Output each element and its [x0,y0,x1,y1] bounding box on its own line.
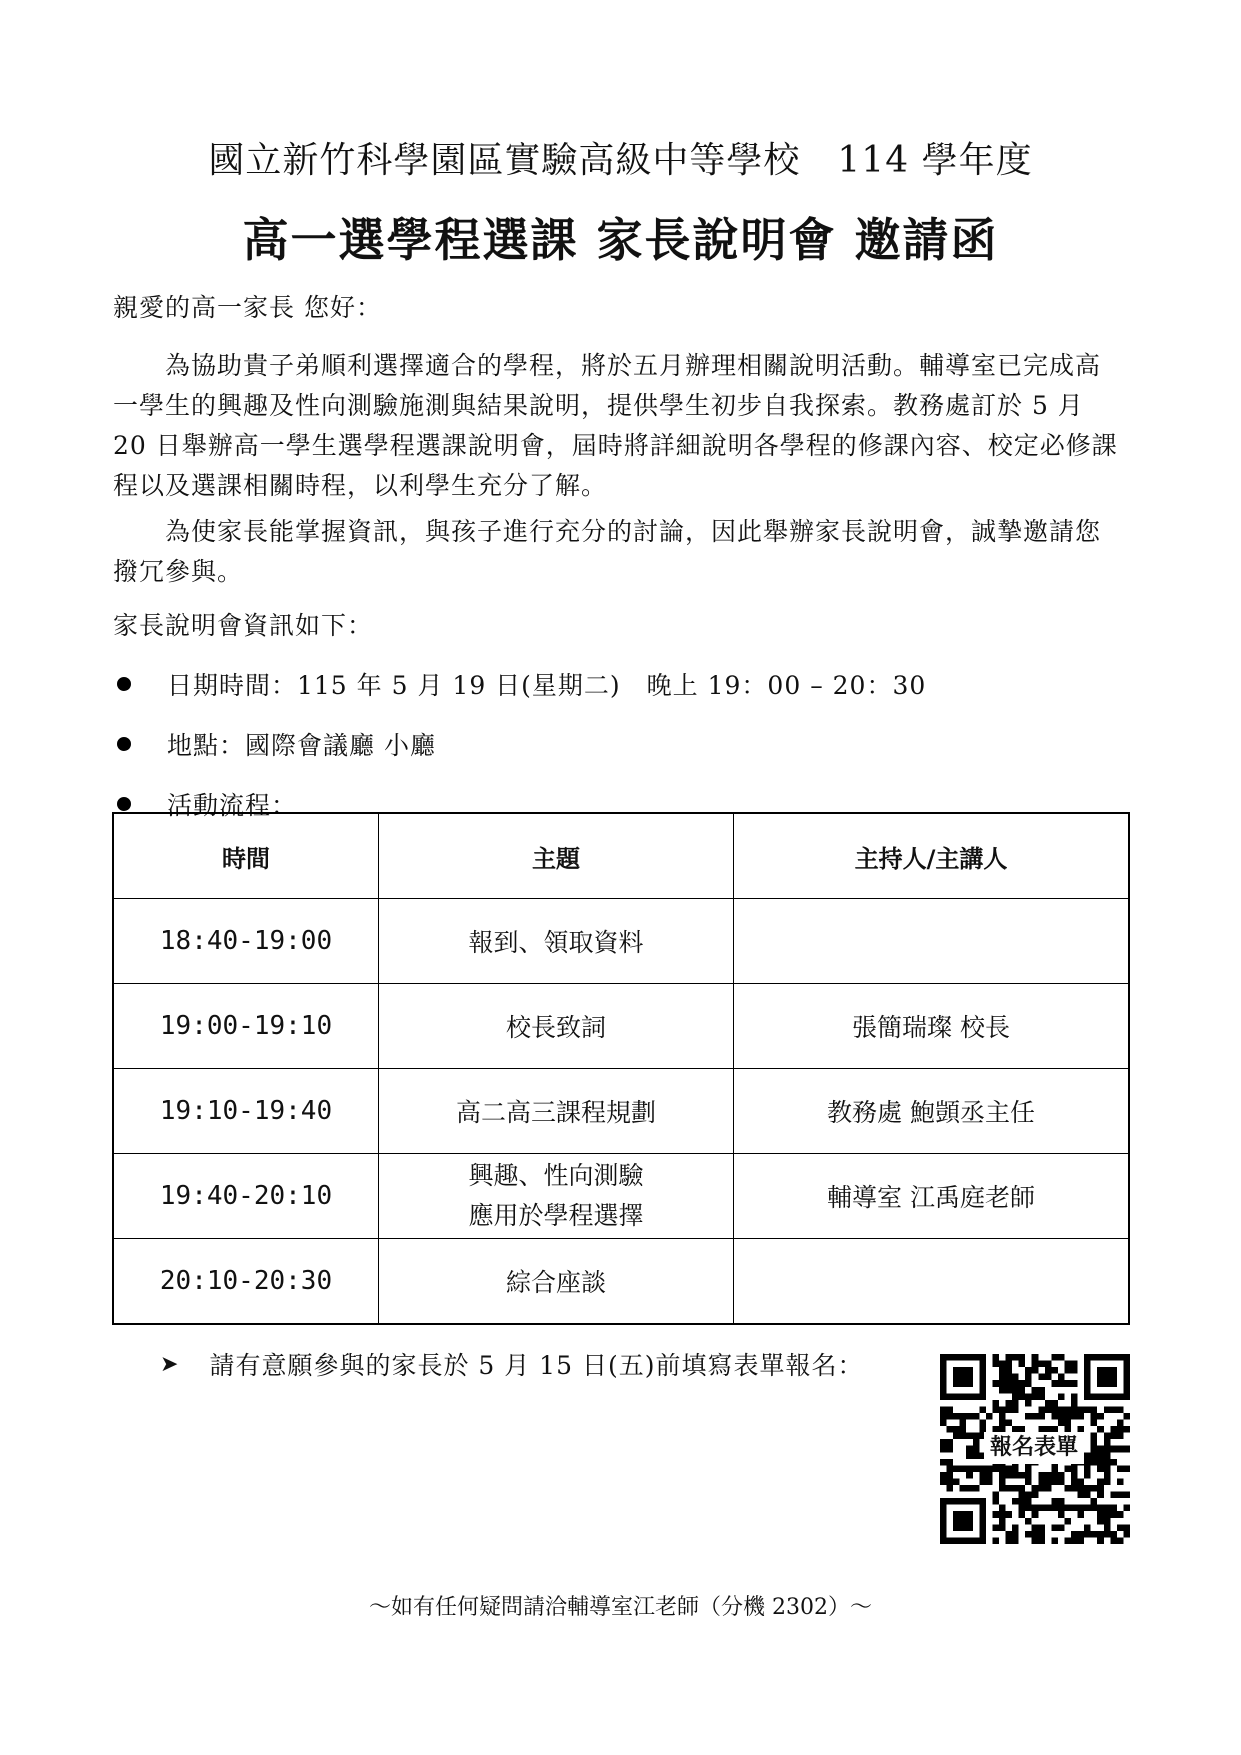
topic-line-1: 興趣、性向測驗 [468,1161,644,1190]
bullet-date [113,666,926,702]
place-text: 地點：國際會議廳 小廳 [167,731,436,760]
info-intro: 家長說明會資訊如下： [113,611,374,640]
topic-line-2: 應用於學程選擇 [468,1201,644,1230]
table-row [113,1069,1129,1154]
topic-cell [379,1154,734,1239]
table-row [113,899,1129,984]
registration-note [160,1346,863,1382]
bullet-place [113,726,436,762]
bullet-dot-icon [117,797,131,811]
qr-label: 報名表單 [984,1432,1084,1464]
agenda-text: 活動流程： [167,791,298,820]
host-cell [734,899,1130,984]
topic-cell: 校長致詞 [379,984,734,1069]
host-cell: 教務處 鮑顗丞主任 [734,1069,1130,1154]
arrow-bullet-icon: ➤ [160,1351,180,1377]
table-row [113,984,1129,1069]
host-cell: 輔導室 江禹庭老師 [734,1154,1130,1239]
topic-cell: 高二高三課程規劃 [379,1069,734,1154]
date-text: 日期時間：115 年 5 月 19 日(星期二) 晚上 19：00 – 20：30 [167,671,927,700]
greeting: 親愛的高一家長 您好： [113,293,382,322]
table-row [113,1239,1129,1325]
time-cell: 19:40-20:10 [113,1154,379,1239]
registration-text: 請有意願參與的家長於 5 月 15 日(五)前填寫表單報名： [209,1351,864,1380]
schedule-table [112,812,1130,1325]
time-cell: 18:40-19:00 [113,899,379,984]
table-header-row [113,813,1129,899]
bullet-dot-icon [117,737,131,751]
table-row [113,1154,1129,1239]
footer-note: ～如有任何疑問請洽輔導室江老師（分機 2302）～ [369,1595,872,1620]
topic-cell: 報到、領取資料 [379,899,734,984]
header-topic: 主題 [379,813,734,899]
school-header: 國立新竹科學園區實驗高級中等學校 114 學年度 [208,140,1033,181]
time-cell: 19:10-19:40 [113,1069,379,1154]
page-title: 高一選學程選課 家長說明會 邀請函 [242,213,999,267]
header-time: 時間 [113,813,379,899]
host-cell: 張簡瑞璨 校長 [734,984,1130,1069]
bullet-dot-icon [117,677,131,691]
paragraph-1: 為協助貴子弟順利選擇適合的學程，將於五月辦理相關說明活動。輔導室已完成高一學生的興趣及性向測驗施測與結果說明，提供學生初步自我探索。教務處訂於 5 月 20 日舉辦高一學生選學程選課說明會，屆時將詳細說明各學程的修課內容、校定必修課程以及選課相關時程，以利學生充分了解。 [113,351,1118,500]
time-cell: 19:00-19:10 [113,984,379,1069]
time-cell: 20:10-20:30 [113,1239,379,1325]
host-cell [734,1239,1130,1325]
topic-cell: 綜合座談 [379,1239,734,1325]
header-host: 主持人/主講人 [734,813,1130,899]
paragraph-2: 為使家長能掌握資訊，與孩子進行充分的討論，因此舉辦家長說明會，誠摯邀請您撥冗參與。 [113,517,1102,586]
